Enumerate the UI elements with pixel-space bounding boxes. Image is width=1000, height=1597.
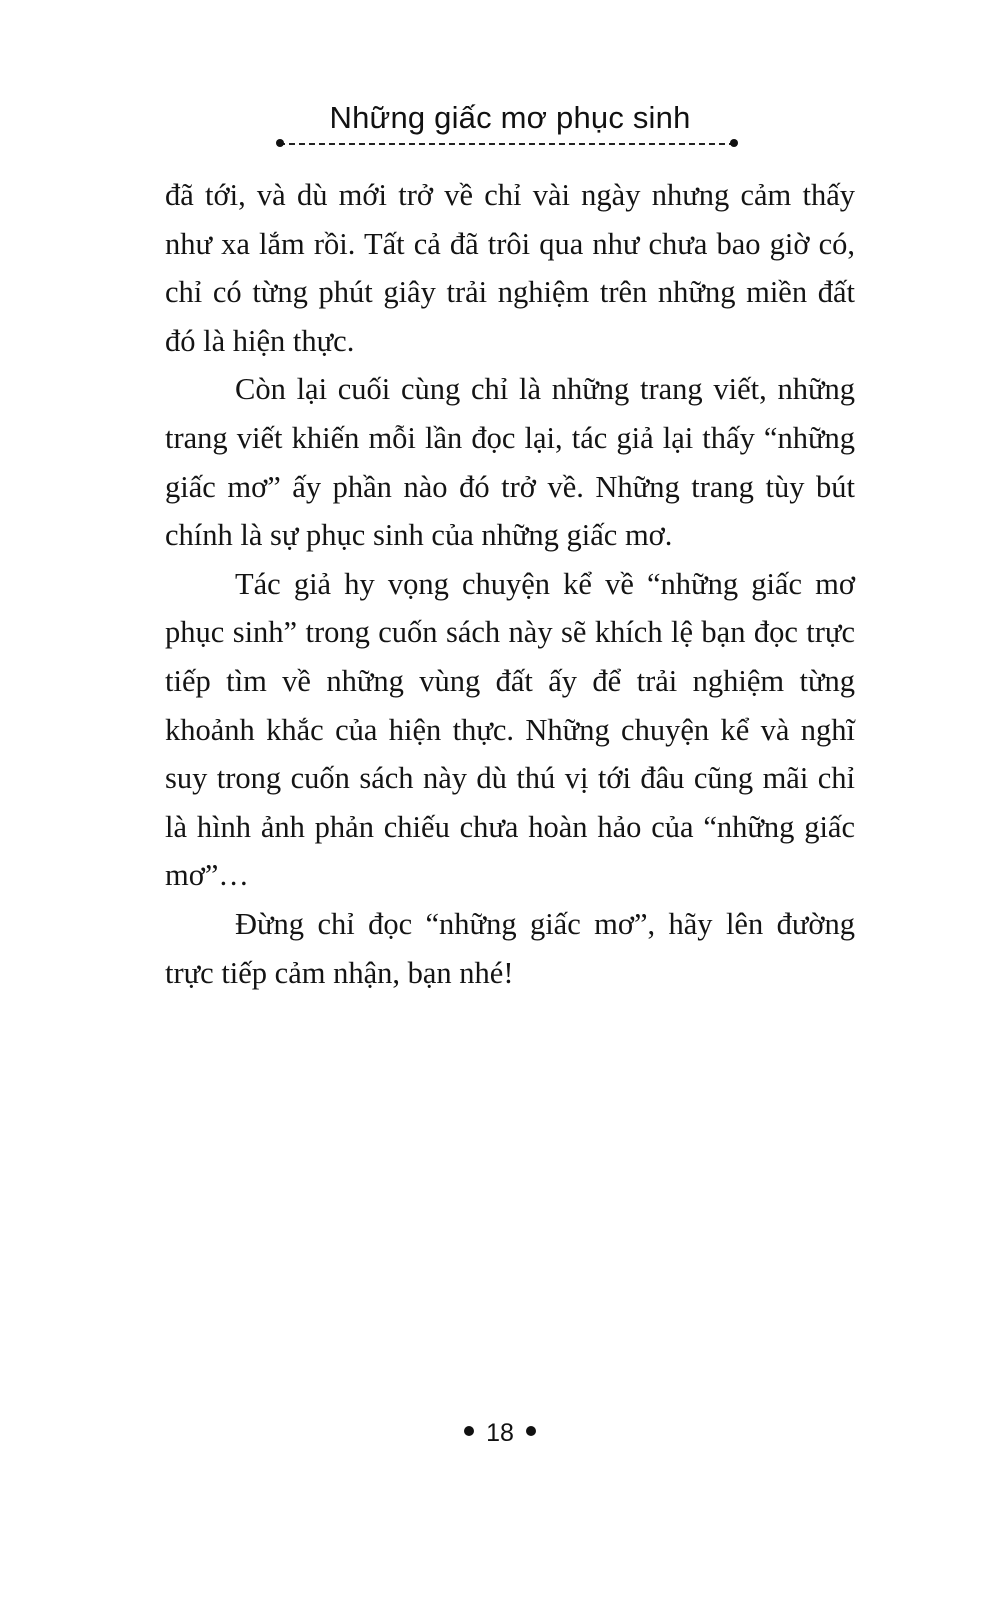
paragraph-1: đã tới, và dù mới trở về chỉ vài ngày nhưng cảm thấy như xa lắm rồi. Tất cả đã trôi qua như chưa bao giờ có, chỉ có từng phút giây trải nghiệm trên những miền đất đó là hiện thực.	[165, 178, 855, 358]
paragraph-2: Còn lại cuối cùng chỉ là những trang viết, những trang viết khiến mỗi lần đọc lại, tác giả lại thấy “những giấc mơ” ấy phần nào đó trở về. Những trang tùy bút chính là sự phục sinh của những giấc mơ.	[165, 372, 855, 553]
running-header	[0, 100, 1000, 136]
rule-right-dot-icon	[730, 139, 738, 147]
page-number: 18	[486, 1418, 514, 1447]
header-dashed-rule	[279, 143, 735, 145]
page-footer	[0, 1418, 1000, 1448]
footer-right-dot-icon	[526, 1426, 536, 1436]
paragraph-4: Đừng chỉ đọc “những giấc mơ”, hãy lên đường trực tiếp cảm nhận, bạn nhé!	[165, 906, 855, 990]
footer-left-dot-icon	[464, 1426, 474, 1436]
paragraph-3: Tác giả hy vọng chuyện kể về “những giấc mơ phục sinh” trong cuốn sách này sẽ khích lệ bạn đọc trực tiếp tìm về những vùng đất ấy để trải nghiệm từng khoảnh khắc của hiện thực. Những chuyện kể và nghĩ suy trong cuốn sách này dù thú vị tới đâu cũng mãi chỉ là hình ảnh phản chiếu chưa hoàn hảo của “những giấc mơ”…	[165, 566, 855, 893]
rule-left-dot-icon	[276, 139, 284, 147]
body-text	[165, 171, 855, 997]
header-title: Những giấc mơ phục sinh	[329, 100, 691, 135]
